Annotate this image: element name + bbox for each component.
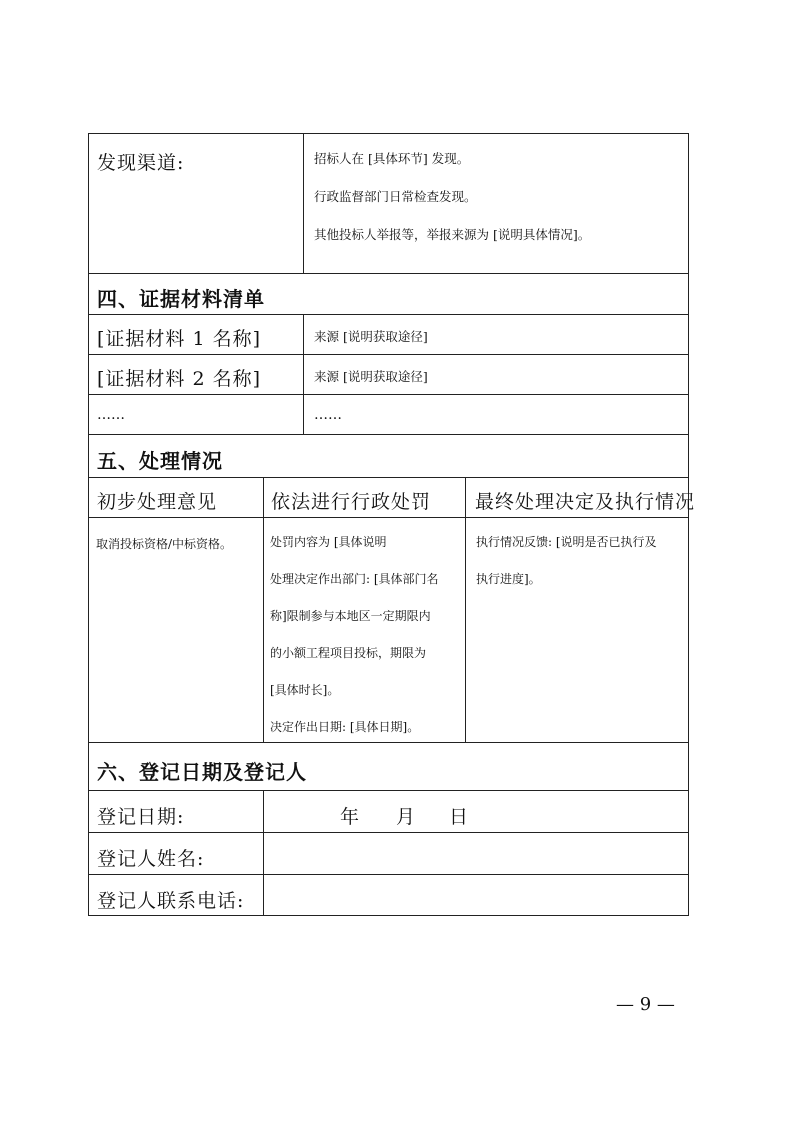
evidence-source: ……	[314, 407, 342, 423]
registrant-name-label: 登记人姓名:	[97, 848, 205, 870]
evidence-row	[88, 394, 689, 434]
evidence-source: 来源 [说明获取途径]	[314, 329, 428, 344]
section5-title-row	[88, 434, 689, 477]
registrant-phone-label: 登记人联系电话:	[97, 890, 245, 912]
penalty-line: 称]限制参与本地区一定期限内	[270, 609, 431, 623]
section6-title: 六、登记日期及登记人	[97, 760, 307, 784]
registrant-phone-field	[263, 875, 688, 915]
registration-date-row	[88, 790, 689, 832]
evidence-name: [证据材料 1 名称]	[97, 328, 261, 350]
evidence-name: ……	[97, 407, 125, 423]
page-number: — 9 —	[616, 994, 675, 1015]
header-penalty: 依法进行行政处罚	[271, 491, 432, 513]
penalty-line: [具体时长]。	[270, 683, 340, 697]
section4-title: 四、证据材料清单	[97, 287, 265, 311]
discovery-label-cell	[89, 134, 303, 273]
section5-content-row	[88, 517, 689, 742]
discovery-label: 发现渠道:	[97, 152, 185, 174]
discovery-row	[88, 133, 689, 273]
penalty-line: 决定作出日期: [具体日期]。	[270, 720, 420, 734]
discovery-item-2: 行政监督部门日常检查发现。	[314, 189, 477, 204]
evidence-row	[88, 314, 689, 354]
registrant-name-field	[263, 833, 688, 874]
date-month-unit: 月	[396, 806, 417, 828]
registration-date-label: 登记日期:	[97, 806, 185, 828]
penalty-line: 处理决定作出部门: [具体部门名	[270, 572, 439, 586]
evidence-name: [证据材料 2 名称]	[97, 368, 261, 390]
section5-title: 五、处理情况	[97, 449, 223, 473]
section6-title-row	[88, 742, 689, 790]
evidence-row	[88, 354, 689, 394]
registrant-phone-row	[88, 874, 689, 916]
section5-header-row	[88, 477, 696, 517]
section4-title-row	[88, 273, 689, 314]
preliminary-opinion: 取消投标资格/中标资格。	[96, 537, 233, 551]
final-line: 执行情况反馈: [说明是否已执行及	[476, 535, 657, 549]
discovery-item-3: 其他投标人举报等，举报来源为 [说明具体情况]。	[314, 227, 591, 242]
header-preliminary: 初步处理意见	[97, 491, 218, 513]
date-day-unit: 日	[449, 806, 470, 828]
header-final: 最终处理决定及执行情况	[475, 491, 696, 513]
discovery-items-cell	[303, 134, 688, 273]
penalty-line: 处罚内容为 [具体说明	[270, 535, 387, 549]
final-line: 执行进度]。	[476, 572, 541, 586]
date-year-unit: 年	[340, 806, 361, 828]
penalty-line: 的小额工程项目投标，期限为	[270, 646, 427, 660]
registration-date-field	[263, 791, 688, 832]
evidence-source: 来源 [说明获取途径]	[314, 369, 428, 384]
registrant-name-row	[88, 832, 689, 874]
discovery-item-1: 招标人在 [具体环节] 发现。	[314, 151, 470, 166]
